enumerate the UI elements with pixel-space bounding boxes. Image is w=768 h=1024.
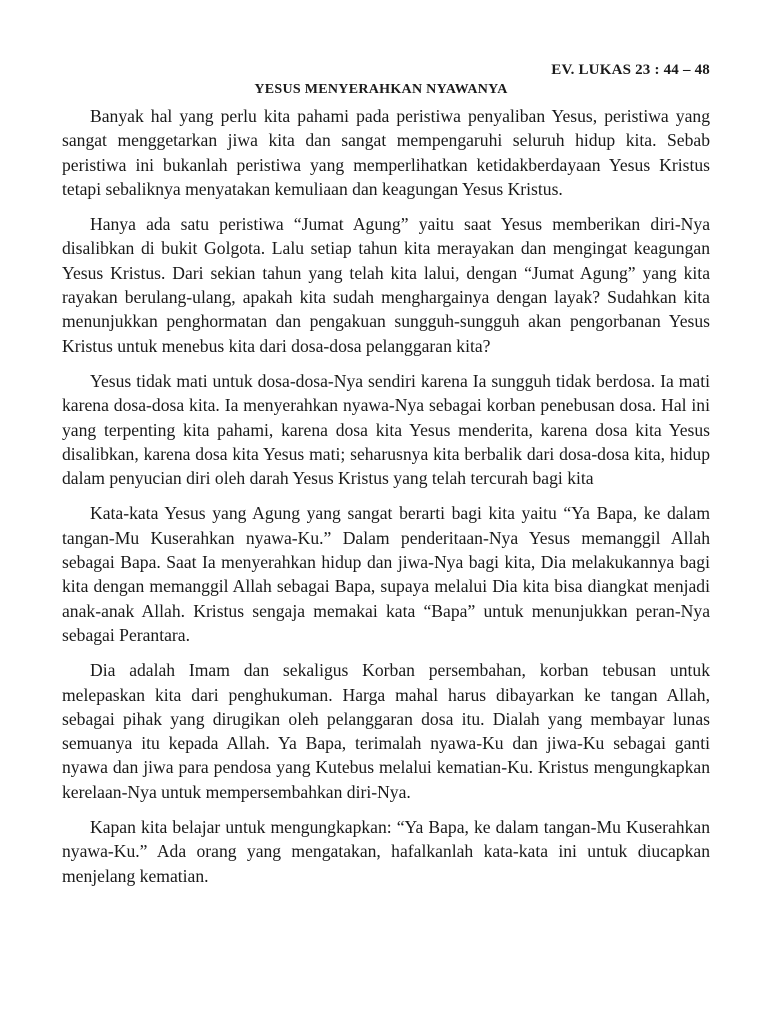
document-body: [62, 104, 710, 888]
paragraph-4: Kata-kata Yesus yang Agung yang sangat berarti bagi kita yaitu “Ya Bapa, ke dalam tangan-Mu Kuserahkan nyawa-Ku.” Dalam penderitaan-Nya Yesus memanggil Allah sebagai Bapa. Saat Ia menyerahkan hidup dan jiwa-Nya bagi kita, Dia melakukannya bagi kita dengan memanggil Allah sebagai Bapa, supaya melalui Dia kita bisa diangkat menjadi anak-anak Allah. Kristus sengaja memakai kata “Bapa” untuk menunjukkan peran-Nya sebagai Perantara.: [62, 503, 710, 645]
paragraph-6: Kapan kita belajar untuk mengungkapkan: “Ya Bapa, ke dalam tangan-Mu Kuserahkan nyawa-Ku.” Ada orang yang mengatakan, hafalkanlah kata-kata ini untuk diucapkan menjelang kematian.: [62, 817, 710, 886]
paragraph-2: Hanya ada satu peristiwa “Jumat Agung” yaitu saat Yesus memberikan diri-Nya disalibkan di bukit Golgota. Lalu setiap tahun kita merayakan dan mengingat keagungan Yesus Kristus. Dari sekian tahun yang telah kita lalui, dengan “Jumat Agung” yang kita rayakan berulang-ulang, apakah kita sudah menghargainya dengan layak? Sudahkan kita menunjukkan penghormatan dan pengakuan sungguh-sungguh akan pengorbanan Yesus Kristus untuk menebus kita dari dosa-dosa pelanggaran kita?: [62, 214, 710, 356]
paragraph-3: Yesus tidak mati untuk dosa-dosa-Nya sendiri karena Ia sungguh tidak berdosa. Ia mati karena dosa-dosa kita. Ia menyerahkan nyawa-Nya sebagai korban penebusan dosa. Hal ini yang terpenting kita pahami, karena dosa kita Yesus menderita, karena dosa kita Yesus disalibkan, karena dosa kita Yesus mati; seharusnya kita berbalik dari dosa-dosa kita, hidup dalam penyucian diri oleh darah Yesus Kristus yang telah tercurah bagi kita: [62, 370, 710, 489]
scripture-reference: EV. LUKAS 23 : 44 – 48: [551, 62, 710, 78]
document-page: [62, 60, 710, 899]
paragraph-5: Dia adalah Imam dan sekaligus Korban persembahan, korban tebusan untuk melepaskan kita dari penghukuman. Harga mahal harus dibayarkan ke tangan Allah, sebagai pihak yang dirugikan oleh pelanggaran dosa itu. Dialah yang membayar lunas semuanya itu kepada Allah. Ya Bapa, terimalah nyawa-Ku dan jiwa-Ku sebagai ganti nyawa dan jiwa para pendosa yang Kutebus melalui kematian-Ku. Kristus mengungkapkan kerelaan-Nya untuk mempersembahkan diri-Nya.: [62, 660, 710, 802]
paragraph-1: Banyak hal yang perlu kita pahami pada peristiwa penyaliban Yesus, peristiwa yang sangat menggetarkan jiwa kita dan sangat mempengaruhi seluruh hidup kita. Sebab peristiwa ini bukanlah peristiwa yang memperlihatkan ketidakberdayaan Yesus Kristus tetapi sebaliknya menyatakan kemuliaan dan keagungan Yesus Kristus.: [62, 106, 710, 199]
page-title: YESUS MENYERAHKAN NYAWANYA: [254, 82, 508, 97]
